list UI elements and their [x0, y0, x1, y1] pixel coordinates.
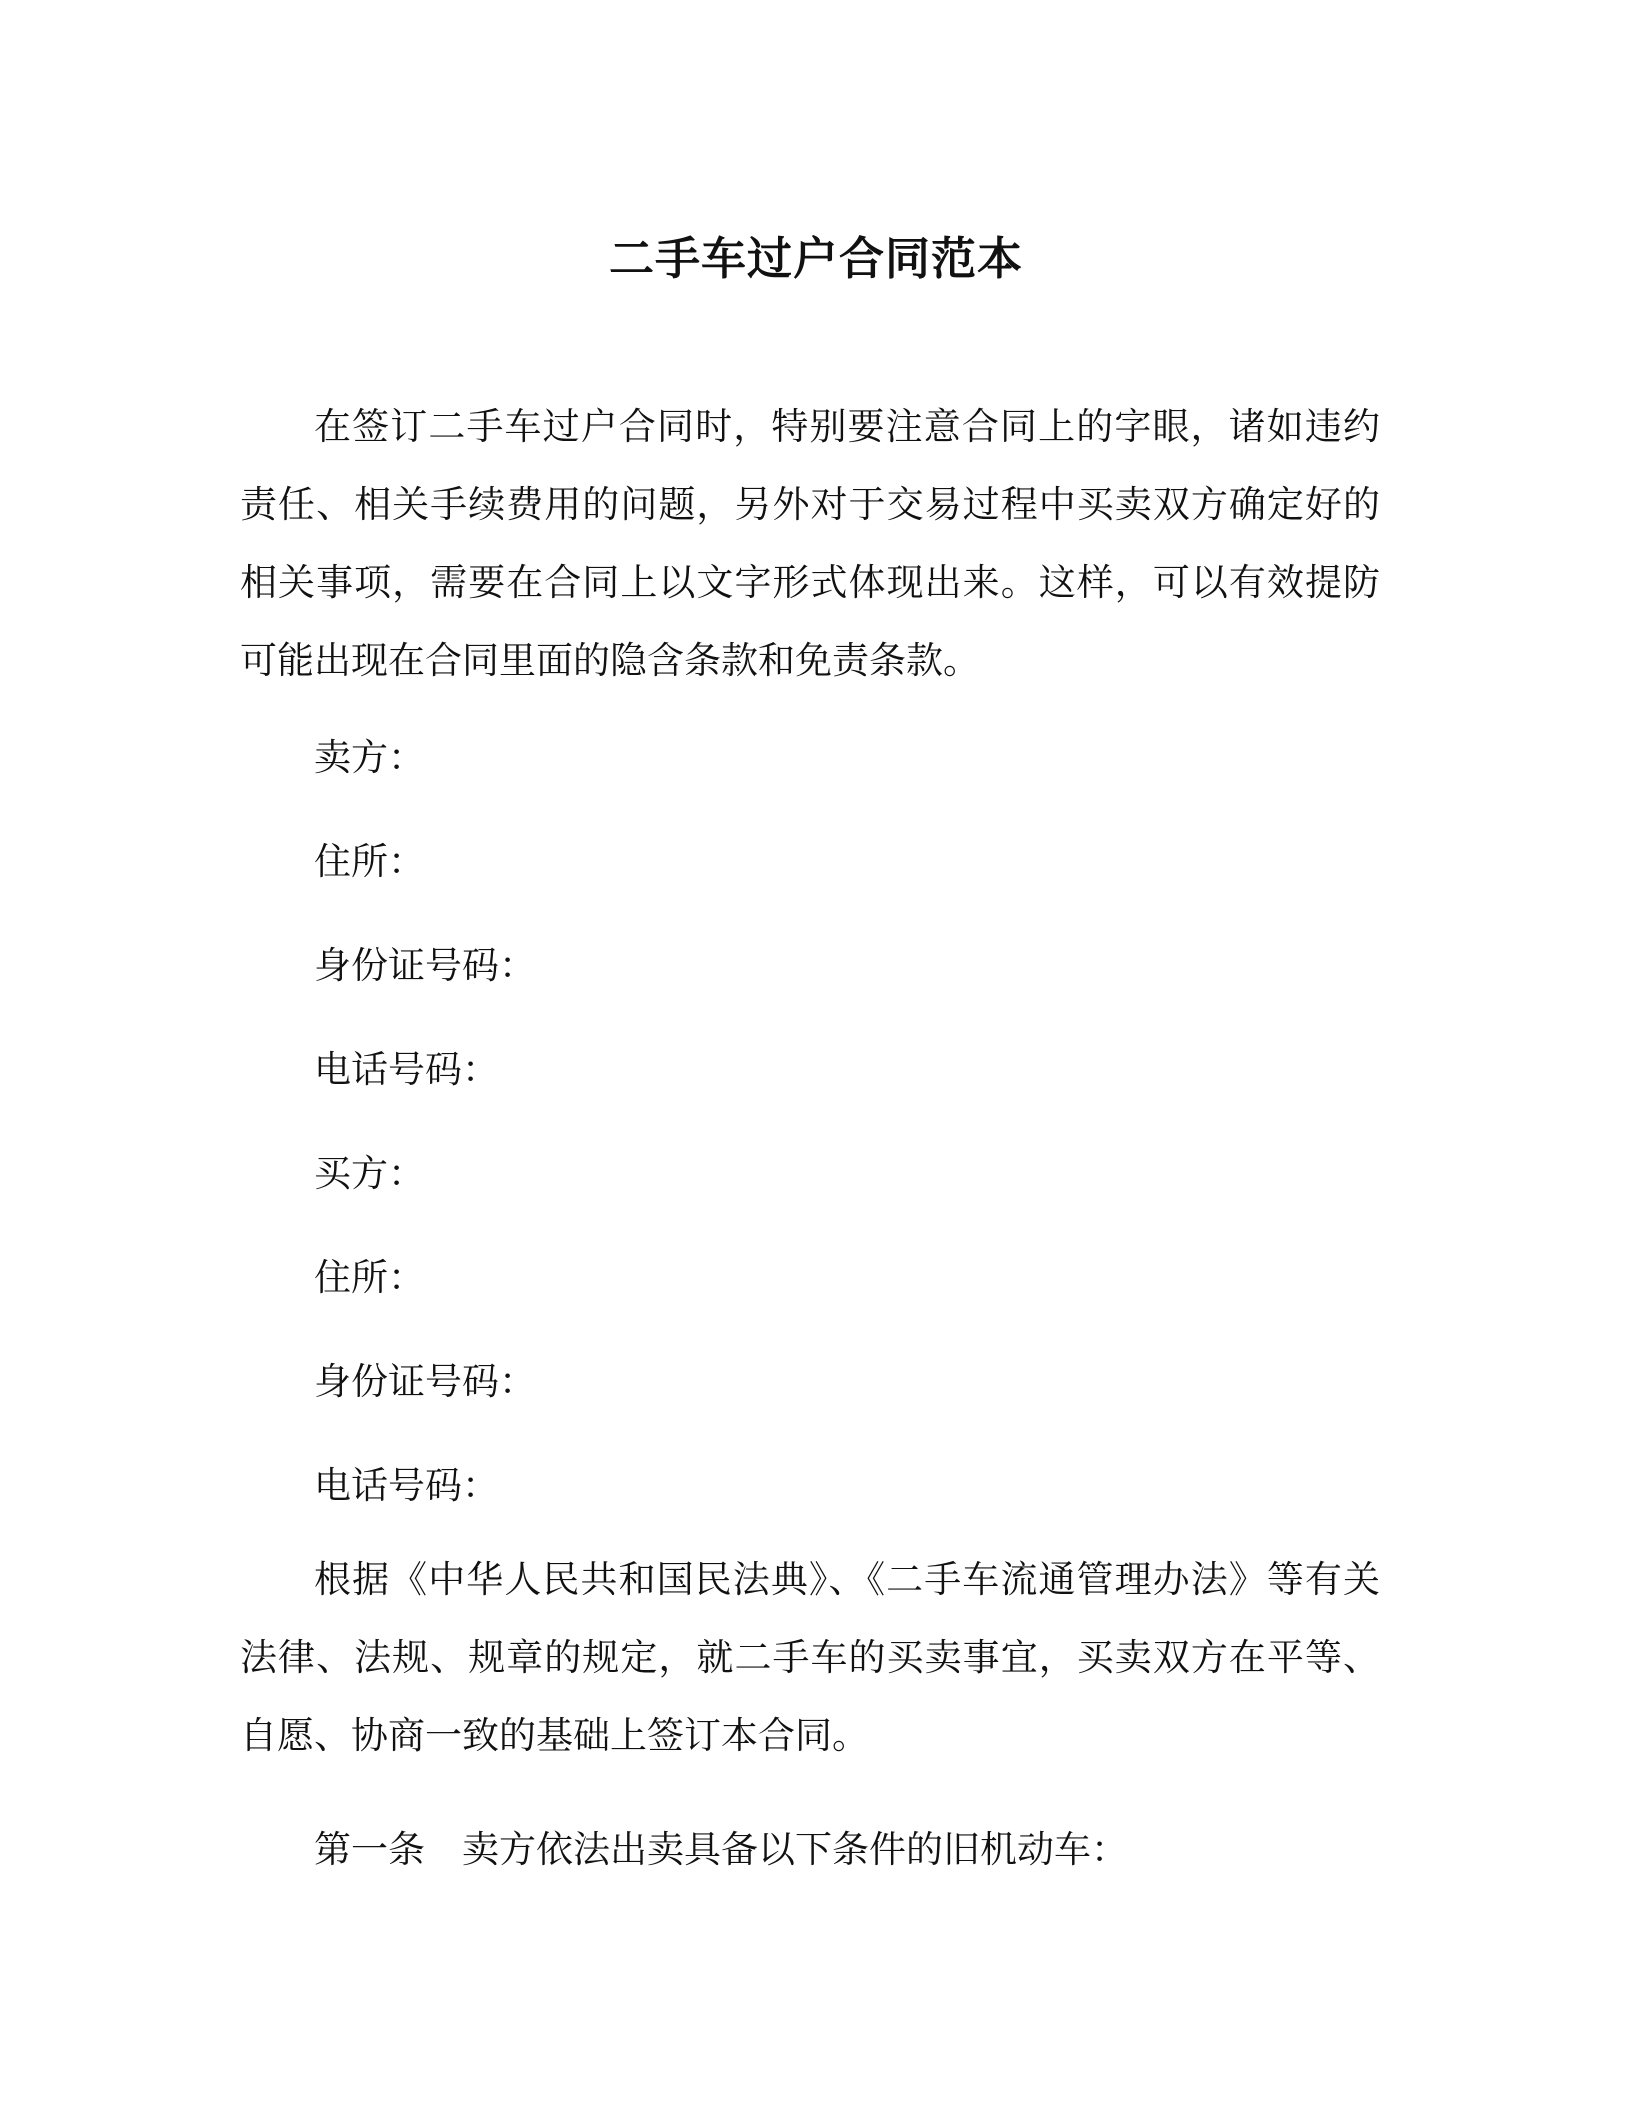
buyer-label: 买方： — [314, 1152, 425, 1195]
buyer-phone-label: 电话号码： — [314, 1464, 499, 1507]
intro-paragraph: 在签订二手车过户合同时，特别要注意合同上的字眼，诸如违约责任、相关手续费用的问题，另外对于交易过程中买卖双方确定好的相关事项，需要在合同上以文字形式体现出来。这样，可以有效提防可能出现在合同里面的隐含条款和免责条款。 — [240, 405, 1380, 682]
article-1-label: 第一条 — [314, 1828, 425, 1871]
article-1-text: 卖方依法出卖具备以下条件的旧机动车： — [462, 1828, 1128, 1871]
legal-basis-paragraph: 根据《中华人民共和国民法典》、《二手车流通管理办法》等有关法律、法规、规章的规定，就二手车的买卖事宜，买卖双方在平等、自愿、协商一致的基础上签订本合同。 — [240, 1558, 1380, 1757]
seller-id-label: 身份证号码： — [314, 944, 536, 987]
document-title: 二手车过户合同范本 — [608, 232, 1023, 285]
buyer-address-label: 住所： — [314, 1256, 425, 1299]
seller-label: 卖方： — [314, 736, 425, 779]
buyer-id-label: 身份证号码： — [314, 1360, 536, 1403]
seller-phone-label: 电话号码： — [314, 1048, 499, 1091]
seller-address-label: 住所： — [314, 840, 425, 883]
article-1 — [314, 1824, 1128, 1876]
